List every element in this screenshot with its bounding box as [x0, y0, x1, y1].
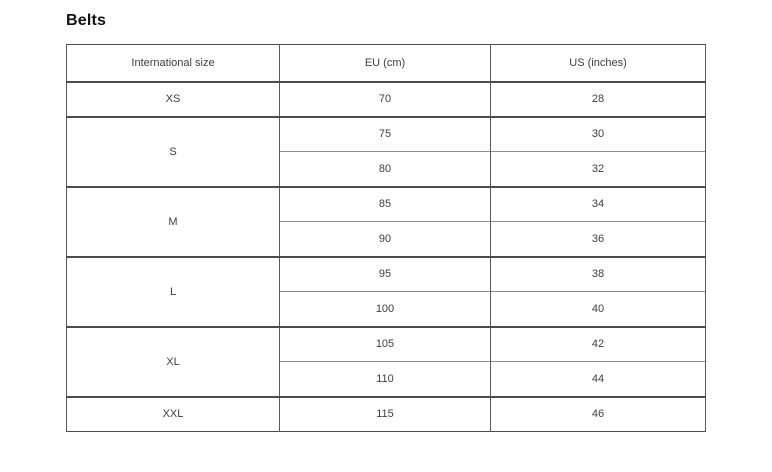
eu-cm-cell: 100: [280, 292, 491, 327]
table-row: [67, 187, 706, 222]
us-inches-cell: 38: [491, 257, 706, 292]
table-row: [67, 327, 706, 362]
column-header-eu-cm: EU (cm): [280, 45, 491, 82]
table-header: [67, 45, 706, 82]
belt-size-table: [66, 44, 706, 432]
us-inches-cell: 30: [491, 117, 706, 152]
size-table-body: [67, 82, 706, 432]
international-size-cell: L: [67, 257, 280, 327]
international-size-cell: XXL: [67, 397, 280, 432]
international-size-cell: S: [67, 117, 280, 187]
us-inches-cell: 28: [491, 82, 706, 117]
eu-cm-cell: 90: [280, 222, 491, 257]
table-row: [67, 82, 706, 117]
header-row: [67, 45, 706, 82]
eu-cm-cell: 115: [280, 397, 491, 432]
us-inches-cell: 40: [491, 292, 706, 327]
international-size-cell: XL: [67, 327, 280, 397]
international-size-cell: M: [67, 187, 280, 257]
eu-cm-cell: 110: [280, 362, 491, 397]
eu-cm-cell: 85: [280, 187, 491, 222]
page-title: Belts: [66, 12, 107, 29]
us-inches-cell: 32: [491, 152, 706, 187]
column-header-international-size: International size: [67, 45, 280, 82]
eu-cm-cell: 70: [280, 82, 491, 117]
us-inches-cell: 34: [491, 187, 706, 222]
eu-cm-cell: 80: [280, 152, 491, 187]
table-row: [67, 117, 706, 152]
international-size-cell: XS: [67, 82, 280, 117]
us-inches-cell: 42: [491, 327, 706, 362]
us-inches-cell: 46: [491, 397, 706, 432]
table-row: [67, 257, 706, 292]
us-inches-cell: 44: [491, 362, 706, 397]
eu-cm-cell: 95: [280, 257, 491, 292]
column-header-us-inches: US (inches): [491, 45, 706, 82]
us-inches-cell: 36: [491, 222, 706, 257]
eu-cm-cell: 105: [280, 327, 491, 362]
table-row: [67, 397, 706, 432]
eu-cm-cell: 75: [280, 117, 491, 152]
